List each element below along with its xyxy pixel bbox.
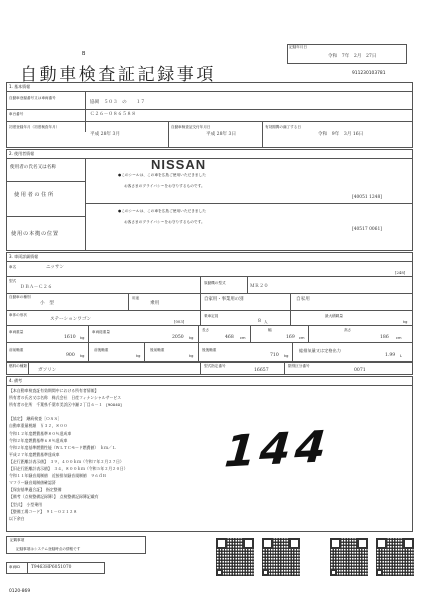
vehicle-weight-value: 1610 [64, 335, 76, 340]
displacement-unit: L [400, 354, 403, 358]
capacity-label: 乗車定員 [204, 314, 219, 318]
vehicle-weight-label: 車両重量 [9, 330, 24, 334]
section-basic-info-label: 1. 基本情報 [9, 84, 31, 89]
fuel-type-value: ガソリン [38, 368, 57, 373]
length-label: 長さ [202, 328, 210, 332]
front-axle-value: 900 [66, 353, 75, 358]
qr-code-1 [216, 538, 254, 576]
height-label: 高さ [344, 328, 352, 332]
purpose-label: 用途 [132, 296, 140, 300]
vehicle-id-label: 車両ID [9, 565, 21, 569]
section-user-info-label: 2. 使用者情報 [9, 151, 35, 156]
model-value: ＤＢＡ－Ｃ２６ [20, 285, 53, 290]
remark-line: 以下余白 [9, 515, 25, 521]
privacy-notice-2-line-2: お客さまのプライバシーをお守りするものです。 [124, 220, 205, 224]
header-letter-b: B [82, 51, 86, 57]
rear-front-axle-label: 後前軸重 [150, 348, 165, 352]
model-label: 型式 [9, 279, 17, 283]
remark-line: 平成２７年度燃費基準達成車 [9, 451, 60, 457]
max-load-label: 最大積載量 [325, 314, 343, 318]
reg-number-label: 自動車登録番号又は車両番号 [9, 96, 56, 100]
vehicle-weight-unit: kg [80, 336, 85, 340]
remark-line: 【協定】 継続検査［ＯＳＳ］ [9, 416, 62, 422]
business-use-label: 自家用・事業用の別 [204, 297, 244, 302]
front-rear-axle-unit: kg [136, 354, 141, 358]
first-reg-value: 平成 28年 3月 [90, 132, 121, 137]
business-use-value: 自家用 [296, 297, 310, 302]
remark-line: 【本自動車検査証有効期間中における所有者情報】 [9, 388, 99, 393]
nissan-logo: NISSAN [151, 157, 207, 172]
body-shape-value: ステーションワゴン [50, 317, 92, 322]
vin-value: Ｃ２６－０８６５８８ [90, 112, 136, 117]
engine-label: 原動機の型式 [204, 281, 226, 285]
width-unit: cm [299, 336, 305, 340]
remark-line: 所有者の氏名又は名称 株式会社 日産フィナンシャルサービス [9, 395, 122, 401]
privacy-notice-2-line-1: ●このシールは、この車を広島ご使用いただきました [118, 209, 206, 213]
width-value: 169 [286, 335, 295, 340]
section-vehicle-details-label: 3. 車両詳細情報 [9, 254, 39, 259]
base-location-label: 使用の本拠の位置 [11, 231, 59, 237]
fuel-type-label: 燃料の種類 [9, 364, 27, 368]
remark-line: 【整備工場コード】 ９１－０２１２８ [9, 508, 78, 514]
rear-front-axle-unit: kg [189, 354, 194, 358]
height-value: 186 [380, 335, 389, 340]
expiry-date-value: 令和 9年 3月 16日 [318, 132, 364, 137]
vehicle-type-label: 自動車の種別 [9, 295, 31, 299]
expiry-date-label: 有効期間の満了する日 [265, 125, 301, 129]
height-unit: cm [396, 336, 402, 340]
front-rear-axle-label: 前後軸重 [94, 348, 109, 352]
displacement-label: 総排気量又は定格出力 [299, 348, 341, 353]
remark-line: 令和１２年度燃費基準８０％達成車 [9, 430, 72, 436]
privacy-notice-1-line-2: お客さまのプライバシーをお守りするものです。 [124, 184, 205, 188]
maker-code: [248] [395, 270, 406, 275]
front-axle-unit: kg [80, 354, 85, 358]
issue-date-label: 自動車検査証交付年月日 [171, 125, 211, 129]
footer-code: 0120-869 [9, 589, 31, 594]
notice-box-title: 記載事項 [10, 538, 25, 542]
privacy-notice-1-line-1: ●このシールは、この車を広島ご使用いただきました [118, 173, 206, 177]
maker-label: 車名 [9, 265, 17, 269]
remark-line: 【備考（点検整備記録簿）】 点検整備記録簿記載有 [9, 494, 99, 500]
user-code-2: [40517 0061] [352, 227, 382, 232]
reg-number-value: 協岡 ５０３ の １７ [90, 100, 146, 105]
remark-line: 【走行距離計表示値】 ３９，４００ｋｍ（令和７年２月２７日） [9, 458, 124, 464]
front-axle-label: 前前軸重 [9, 348, 24, 352]
engine-value: ＭＲ２０ [250, 284, 269, 289]
rear-axle-value: 710 [270, 353, 279, 358]
gross-weight-label: 車両総重量 [92, 330, 110, 334]
remark-line: 【保安基準適合証】 指定整備 [9, 487, 62, 493]
capacity-unit: 人 [264, 320, 268, 324]
vehicle-type-value: 小 型 [40, 301, 54, 306]
remark-line: 所有者の住所 千葉県千葉市美浜区中瀬２丁目６－１ [90040] [9, 402, 122, 408]
doc-number: 911230103781 [352, 71, 386, 76]
record-date-label: 記録年月日 [289, 45, 307, 49]
purpose-value: 乗用 [150, 301, 160, 306]
remark-line: 【旧走行距離計表示値】 ３４，８００ｋｍ（令和５年２月２０日） [9, 466, 128, 472]
remark-line: マフラー騒音規制値確認済 [9, 480, 56, 486]
first-reg-label: 初度登録年月（初度検査年月） [9, 125, 60, 129]
issue-date-value: 平成 28年 3日 [206, 132, 237, 137]
vehicle-id-value: T9463HP6051070 [31, 565, 72, 570]
remark-line: 令和１１年騒音規制値 近接排気騒音規制値 ９６ｄＢ [9, 473, 107, 479]
record-date-value: 令和 7年 2月 27日 [328, 54, 377, 59]
rear-axle-label: 後後軸重 [202, 348, 217, 352]
designation-number-label: 型式指定番号 [204, 364, 226, 368]
category-number-label: 類別区分番号 [288, 364, 310, 368]
width-label: 幅 [268, 328, 272, 332]
notice-box-text: 記録事項はシステム登録時点の情報です [16, 547, 81, 551]
designation-number-value: 16657 [254, 368, 269, 373]
vin-label: 車台番号 [9, 112, 24, 116]
user-name-label: 使用者の氏名又は名称 [10, 165, 56, 170]
length-unit: cm [240, 336, 246, 340]
max-load-unit: kg [403, 320, 408, 324]
page-title: 自動車検査証記録事項 [20, 65, 216, 85]
capacity-value: 8 [258, 319, 261, 324]
user-code-1: [40051 1248] [352, 195, 382, 200]
category-number-value: 0071 [354, 368, 366, 373]
rear-axle-unit: kg [284, 354, 289, 358]
user-address-label: 使用者の住所 [14, 192, 55, 198]
section-remarks-label: 4. 備考 [9, 378, 23, 383]
body-shape-code: [003] [174, 319, 185, 324]
body-shape-label: 車体の形状 [9, 313, 27, 317]
gross-weight-unit: kg [189, 336, 194, 340]
remark-line: 令和２年度燃費基準６８％達成車 [9, 437, 68, 443]
qr-code-4 [376, 538, 414, 576]
remark-line: 【型式】 小型乗用 [9, 501, 43, 507]
qr-code-2 [262, 538, 300, 576]
remark-line: 自動車重量税額 ￥３２，８００ [9, 423, 68, 429]
gross-weight-value: 2050 [172, 335, 184, 340]
length-value: 468 [225, 335, 234, 340]
remark-line: 令和２年度基準燃費性能（ＷＬＴＣモード燃費値） ｋｍ／Ｌ [9, 444, 116, 450]
qr-code-3 [330, 538, 368, 576]
displacement-value: 1.99 [385, 353, 396, 358]
section-vehicle-details [6, 252, 413, 362]
handwritten-number: 144 [217, 421, 337, 478]
maker-value: ニッサン [46, 265, 64, 270]
